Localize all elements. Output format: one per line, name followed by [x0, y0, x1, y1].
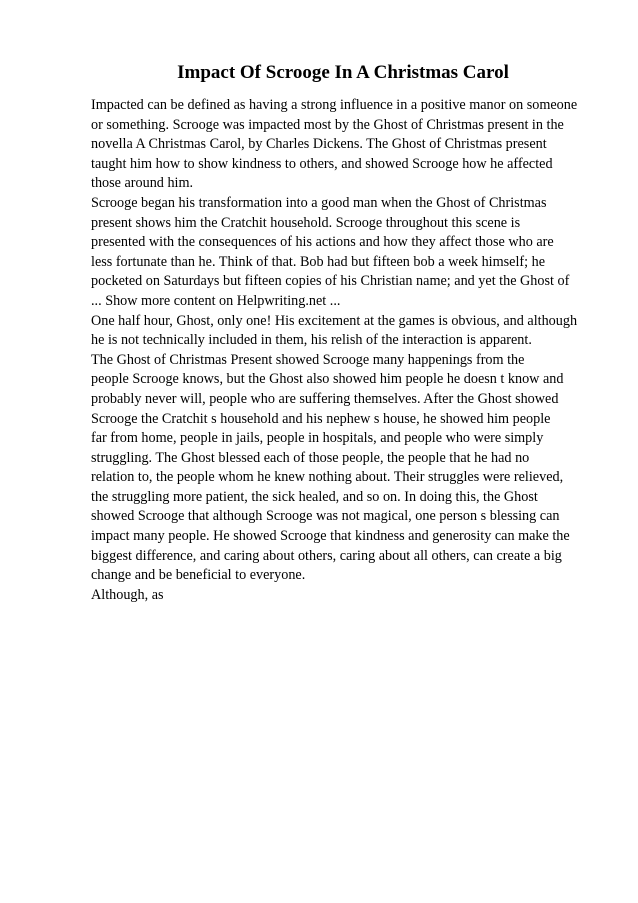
text-line: impact many people. He showed Scrooge that kindness and generosity can make the — [91, 528, 570, 545]
text-line: or something. Scrooge was impacted most by the Ghost of Christmas present in the — [91, 116, 564, 133]
text-line: the struggling more patient, the sick healed, and so on. In doing this, the Ghost — [91, 488, 538, 505]
text-line: Scrooge the Cratchit s household and his nephew s house, he showed him people — [91, 410, 551, 427]
document-title: Impact Of Scrooge In A Christmas Carol — [177, 62, 509, 83]
text-line: taught him how to show kindness to others, and showed Scrooge how he affected — [91, 155, 553, 172]
show-more-notice: ... Show more content on Helpwriting.net ... — [91, 292, 341, 309]
text-line: people Scrooge knows, but the Ghost also showed him people he doesn t know and — [91, 371, 564, 388]
text-line: he is not technically included in them, his relish of the interaction is apparent. — [91, 332, 532, 349]
text-line: struggling. The Ghost blessed each of those people, the people that he had no — [91, 449, 530, 466]
text-line: Impacted can be defined as having a strong influence in a positive manor on someone — [91, 97, 578, 113]
text-line: change and be beneficial to everyone. — [91, 567, 306, 584]
text-line: biggest difference, and caring about others, caring about all others, can create a big — [91, 547, 562, 564]
text-line: probably never will, people who are suffering themselves. After the Ghost showed — [91, 390, 559, 407]
text-line: presented with the consequences of his actions and how they affect those who are — [91, 234, 554, 251]
text-line: far from home, people in jails, people in hospitals, and people who were simply — [91, 430, 544, 447]
text-line: showed Scrooge that although Scrooge was not magical, one person s blessing can — [91, 508, 560, 525]
text-line: present shows him the Cratchit household. Scrooge throughout this scene is — [91, 214, 521, 231]
text-line: those around him. — [91, 175, 194, 192]
document-body — [91, 96, 606, 605]
text-line: Although, as — [91, 586, 164, 603]
text-line: relation to, the people whom he knew nothing about. Their struggles were relieved, — [91, 469, 564, 486]
text-line: The Ghost of Christmas Present showed Scrooge many happenings from the — [91, 351, 525, 368]
text-line: less fortunate than he. Think of that. Bob had but fifteen bob a week himself; he — [91, 253, 546, 270]
text-line: Scrooge began his transformation into a good man when the Ghost of Christmas — [91, 194, 547, 211]
text-line: pocketed on Saturdays but fifteen copies of his Christian name; and yet the Ghost of — [91, 273, 570, 290]
text-line: One half hour, Ghost, only one! His excitement at the games is obvious, and although — [91, 312, 578, 329]
text-line: novella A Christmas Carol, by Charles Dickens. The Ghost of Christmas present — [91, 136, 547, 153]
